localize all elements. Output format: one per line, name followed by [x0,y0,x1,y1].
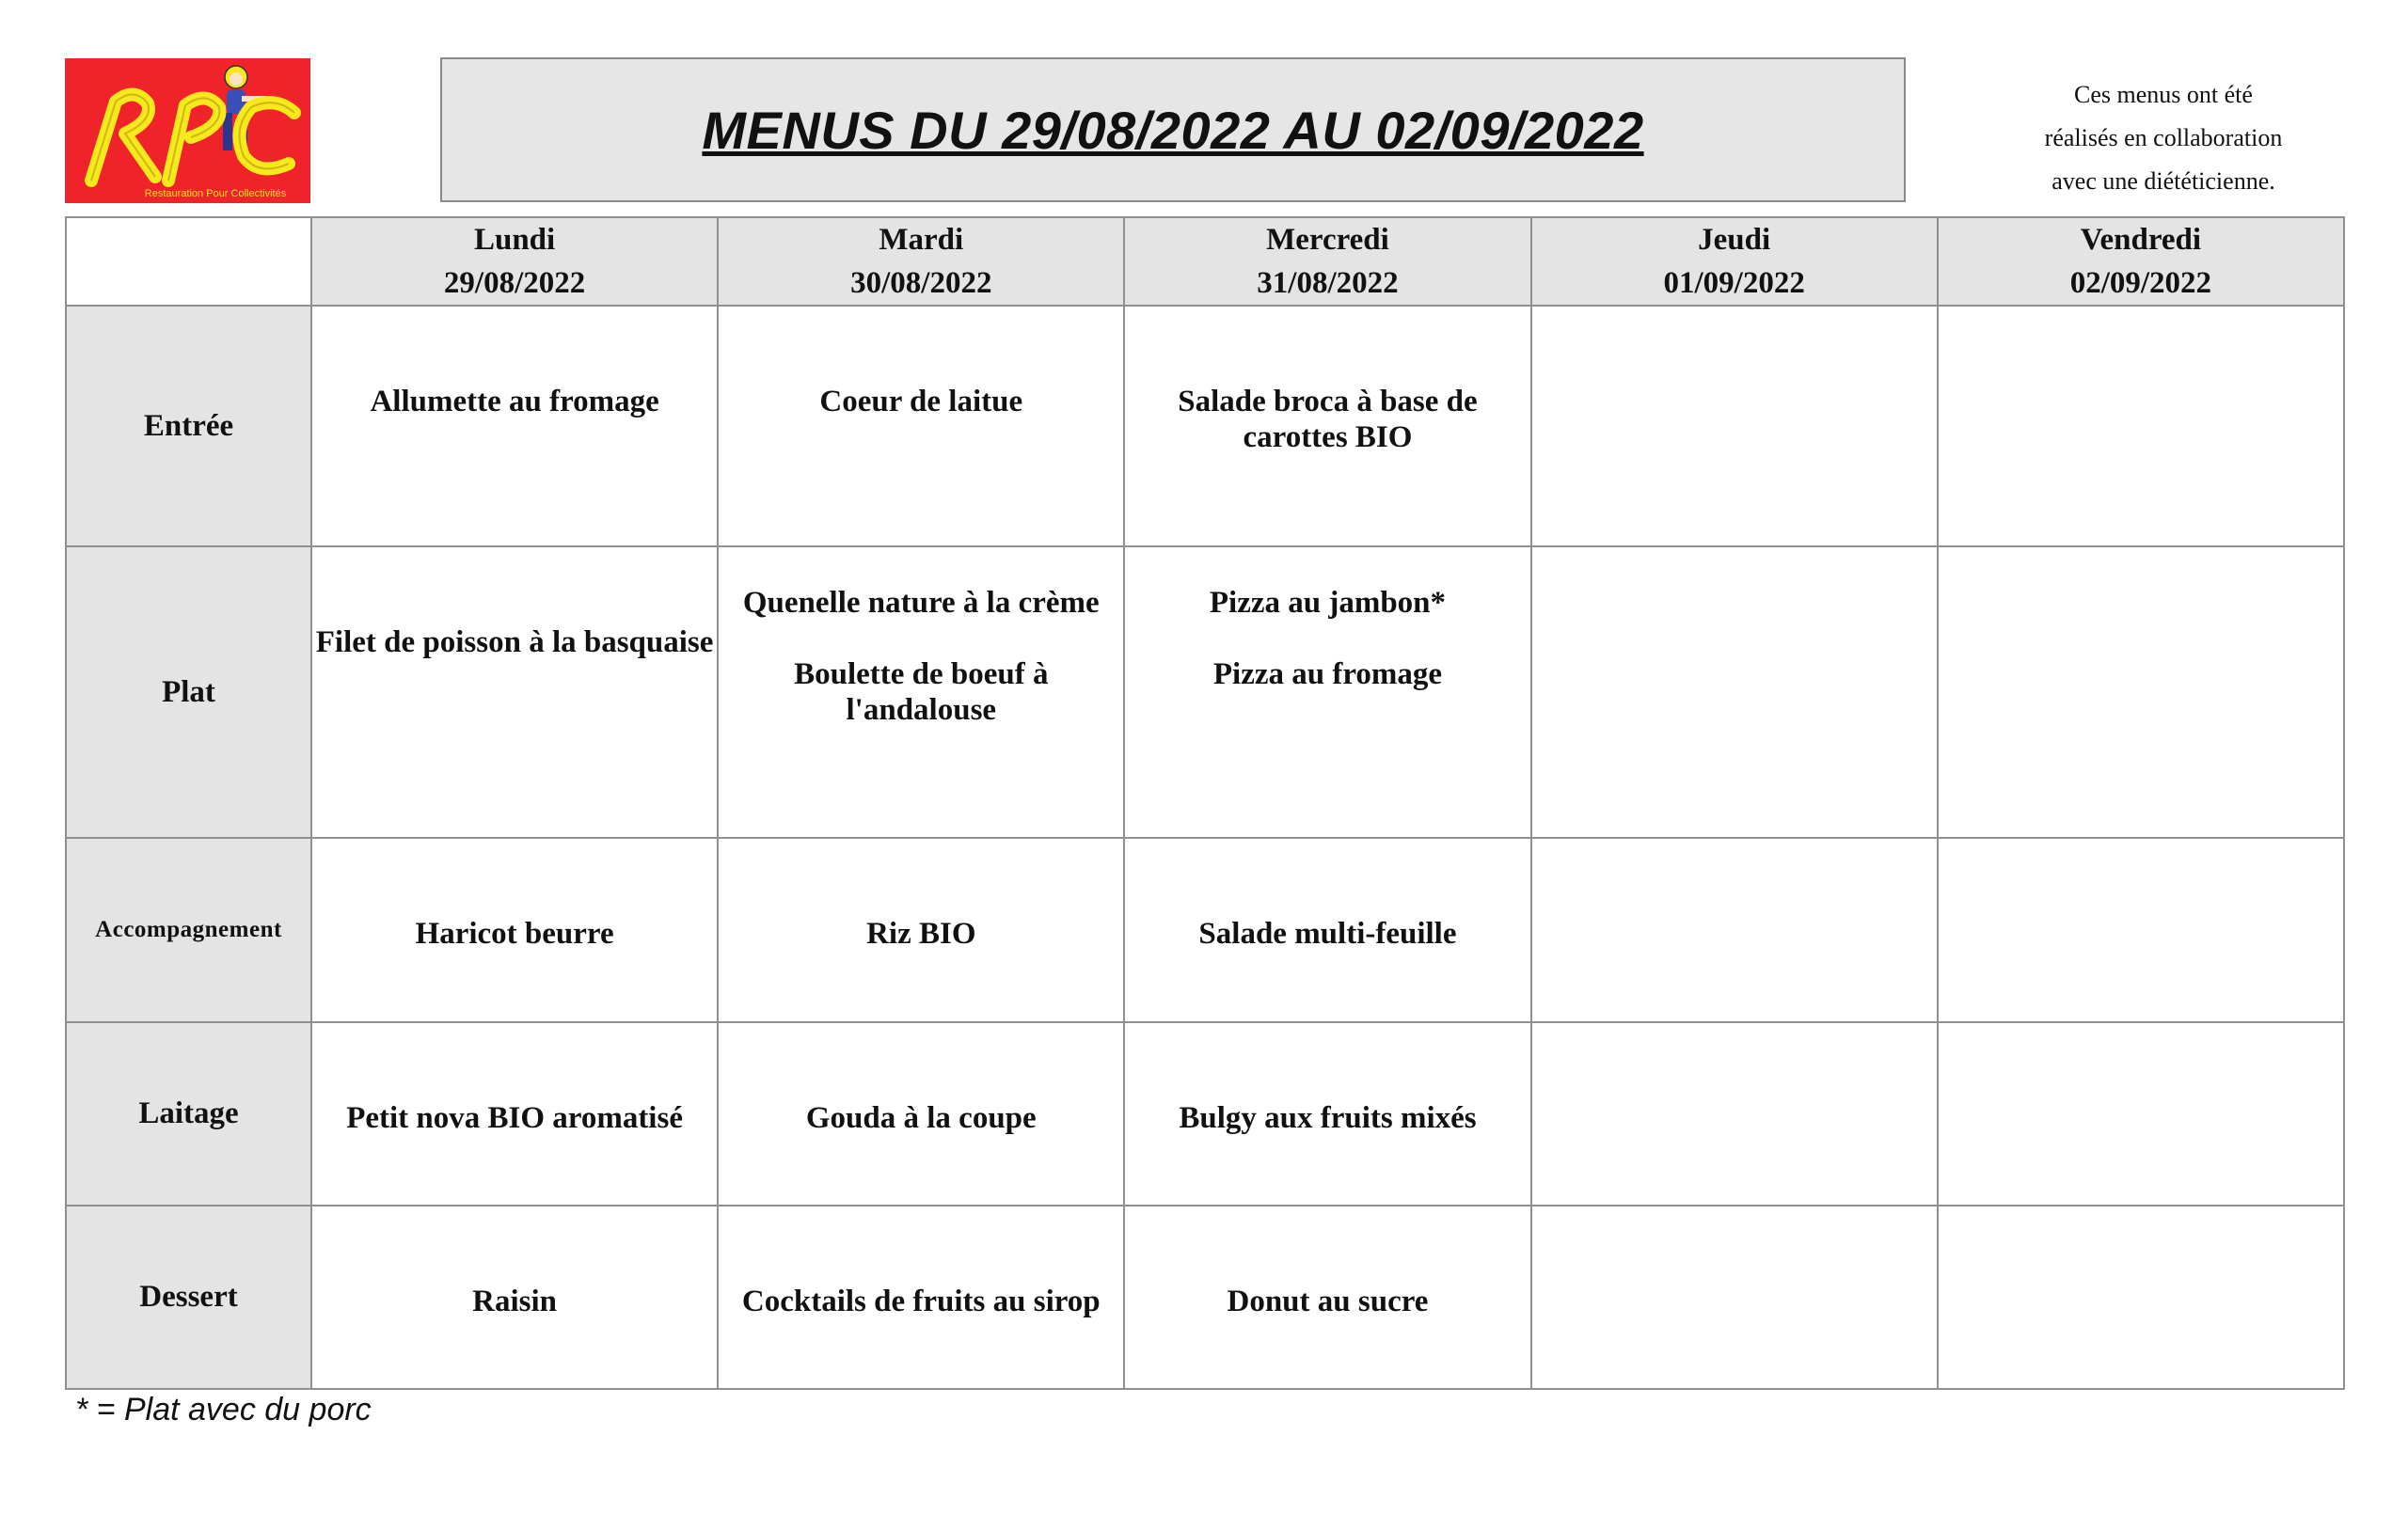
menu-cell-lundi [311,838,718,1021]
day-date: 29/08/2022 [443,266,586,300]
menu-table [65,216,2345,1390]
dish-name: Cocktails de fruits au sirop [741,1284,1101,1318]
dish-name: Salade multi-feuille [1198,917,1457,952]
menu-cell-vendredi [1938,1206,2344,1389]
menu-cell-mardi [718,546,1124,838]
day-header-jeudi [1531,217,1938,306]
course-label: Plat [66,546,311,838]
menu-cell-mardi [718,838,1124,1021]
day-name: Vendredi [2080,223,2202,257]
menu-cell-mercredi [1124,1022,1530,1206]
menu-cell-lundi [311,306,718,546]
day-date: 31/08/2022 [1257,266,1399,300]
day-header-mardi [718,217,1124,306]
day-name: Mardi [879,223,964,257]
day-date: 02/09/2022 [2069,266,2212,300]
menu-cell-jeudi [1531,306,1938,546]
dish-name: Bulgy aux fruits mixés [1179,1100,1477,1135]
menu-row-plat [66,546,2344,838]
note-line: Ces menus ont été [2074,81,2253,108]
menu-row-dessert [66,1206,2344,1389]
menu-cell-lundi [311,1206,718,1389]
dietitian-note [1994,73,2333,203]
menu-cell-vendredi [1938,546,2344,838]
course-label: Entrée [66,306,311,546]
dish-name: Haricot beurre [415,917,614,952]
course-label: Dessert [66,1206,311,1389]
dish-name: Filet de poisson à la basquaise [315,625,714,659]
menu-cell-vendredi [1938,1022,2344,1206]
rpc-logo [65,58,310,203]
note-line: réalisés en collaboration [2044,124,2283,151]
menu-row-laitage [66,1022,2344,1206]
menu-cell-jeudi [1531,1022,1938,1206]
menu-cell-mardi [718,306,1124,546]
menu-cell-vendredi [1938,838,2344,1021]
dish-name: Donut au sucre [1227,1284,1429,1318]
menu-row-entrée [66,306,2344,546]
dish-name: Riz BIO [866,917,976,952]
day-date: 01/09/2022 [1663,266,1805,300]
dish-name: Gouda à la coupe [805,1100,1037,1135]
day-header-row [66,217,2344,306]
day-name: Lundi [473,223,556,257]
dish-name: Coeur de laitue [819,385,1023,418]
menu-cell-vendredi [1938,306,2344,546]
menu-cell-jeudi [1531,838,1938,1021]
dish-name: Petit nova BIO aromatisé [346,1100,683,1135]
dish-name: Raisin [472,1284,558,1318]
menu-cell-mercredi [1124,546,1530,838]
menu-cell-mardi [718,1022,1124,1206]
day-date: 30/08/2022 [850,266,992,300]
dish-name: Salade broca à base de carottes BIO [1178,385,1478,454]
menu-cell-mercredi [1124,838,1530,1021]
menu-cell-lundi [311,1022,718,1206]
menu-cell-lundi [311,546,718,838]
day-header-lundi [311,217,718,306]
menu-cell-jeudi [1531,546,1938,838]
dish-name: Pizza au jambon* [1209,586,1447,620]
menu-cell-jeudi [1531,1206,1938,1389]
menu-cell-mercredi [1124,1206,1530,1389]
page-title: MENUS DU 29/08/2022 AU 02/09/2022 [702,100,1644,160]
day-header-vendredi [1938,217,2344,306]
menu-cell-mercredi [1124,306,1530,546]
dish-name: Allumette au fromage [370,385,659,418]
note-line: avec une diététicienne. [2052,167,2275,195]
menu-row-accompagnement [66,838,2344,1021]
pork-footnote: * = Plat avec du porc [75,1392,372,1427]
logo-tagline: Restauration Pour Collectivités [144,188,287,199]
dish-name: Quenelle nature à la crème [742,586,1100,620]
corner-cell [66,217,311,306]
day-header-mercredi [1124,217,1530,306]
dish-name: Pizza au fromage [1212,657,1443,691]
course-label: Laitage [66,1022,311,1206]
dish-name: Boulette de boeuf à l'andalouse [794,657,1049,727]
day-name: Jeudi [1698,223,1771,257]
course-label: Accompagnement [66,838,311,1021]
menu-cell-mardi [718,1206,1124,1389]
title-box [440,57,1906,202]
day-name: Mercredi [1266,223,1389,257]
